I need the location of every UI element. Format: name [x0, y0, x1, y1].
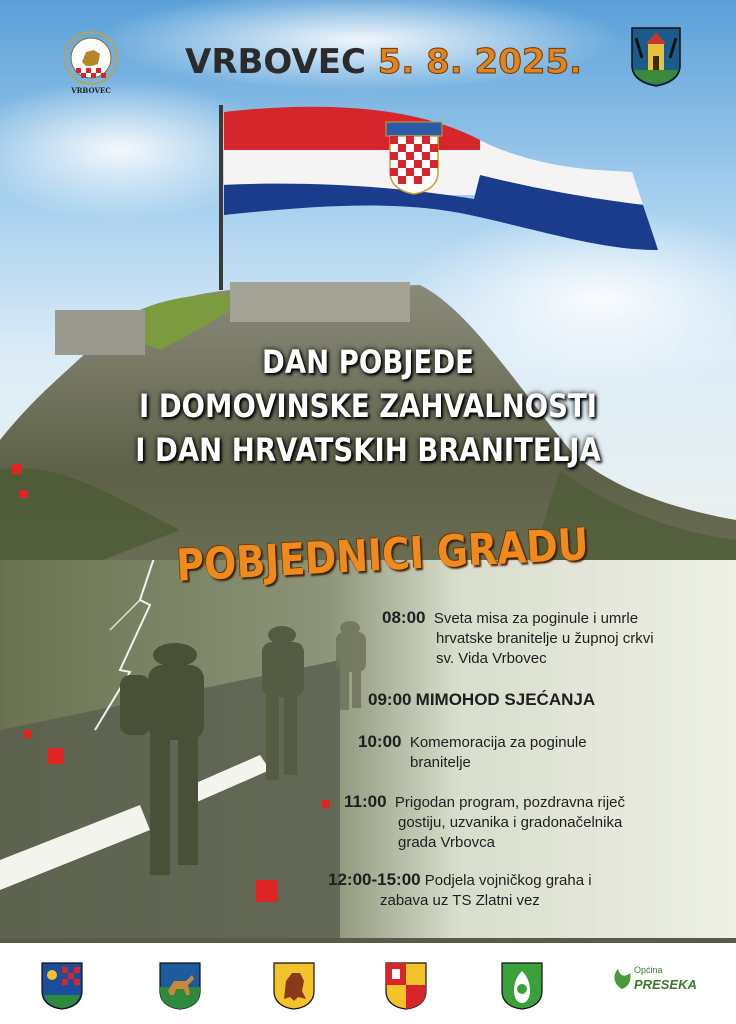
leaf-icon: [612, 967, 632, 991]
schedule-desc-line: gostiju, uzvanika i gradonačelnika: [398, 814, 623, 831]
schedule-desc-line: branitelje: [410, 754, 471, 771]
slogan: POBJEDNICI GRADU: [175, 519, 590, 592]
event-date-header: [185, 42, 583, 86]
knight-emblem-icon: [58, 28, 124, 86]
green-crest-icon: [500, 961, 544, 1011]
schedule-desc-line: zabava uz TS Zlatni vez: [380, 892, 540, 909]
officers-association-logo: [58, 28, 124, 100]
sponsor-footer: [0, 943, 736, 1024]
schedule-item: [368, 690, 728, 711]
main-title: [60, 340, 676, 472]
city-name: VRBOVEC: [185, 42, 366, 82]
schedule-desc-line: Komemoracija za poginule: [409, 734, 587, 751]
schedule-item: [344, 792, 724, 853]
red-square-decoration: [24, 730, 32, 738]
schedule-item: [382, 608, 722, 669]
zagreb-county-crest-icon: [40, 961, 84, 1011]
title-line-2: I DOMOVINSKE ZAHVALNOSTI: [138, 387, 598, 425]
schedule-item: [358, 732, 718, 773]
schedule-item: [328, 870, 728, 911]
red-square-decoration: [12, 464, 22, 474]
red-yellow-crest-icon: [384, 961, 428, 1011]
schedule-time: 09:00: [368, 690, 412, 709]
schedule-time: 10:00: [358, 732, 402, 751]
preseka-municipality-logo: [612, 963, 712, 1003]
schedule-desc-line: MIMOHOD SJEĆANJA: [415, 690, 596, 709]
schedule-desc-line: hrvatske branitelje u župnoj crkvi: [436, 630, 654, 647]
deer-crest-icon: [158, 961, 202, 1011]
red-square-decoration: [48, 748, 64, 764]
title-line-1: DAN POBJEDE: [262, 343, 474, 381]
logo-caption: VRBOVEC: [71, 86, 111, 95]
schedule-time: 08:00: [382, 608, 426, 627]
schedule-desc-line: Sveta misa za poginule i umrle: [433, 610, 639, 627]
schedule-time: 11:00: [344, 792, 387, 811]
red-square-decoration: [256, 880, 278, 902]
preseka-name: PRESEKA: [634, 977, 697, 992]
schedule-desc-line: sv. Vida Vrbovec: [436, 650, 547, 667]
preseka-small-text: Općina: [634, 965, 663, 975]
schedule-desc-line: grada Vrbovca: [398, 834, 496, 851]
event-date: 5. 8. 2025.: [377, 42, 583, 82]
title-line-3: I DAN HRVATSKIH BRANITELJA: [135, 431, 601, 469]
schedule-desc-line: Prigodan program, pozdravna riječ: [394, 794, 626, 811]
vrbovec-coat-of-arms-icon: [630, 26, 682, 88]
schedule-desc-line: Podjela vojničkog graha i: [424, 872, 592, 889]
schedule: [320, 600, 730, 930]
schedule-time: 12:00-15:00: [328, 870, 421, 889]
lion-crest-icon: [272, 961, 316, 1011]
red-square-decoration: [20, 490, 28, 498]
